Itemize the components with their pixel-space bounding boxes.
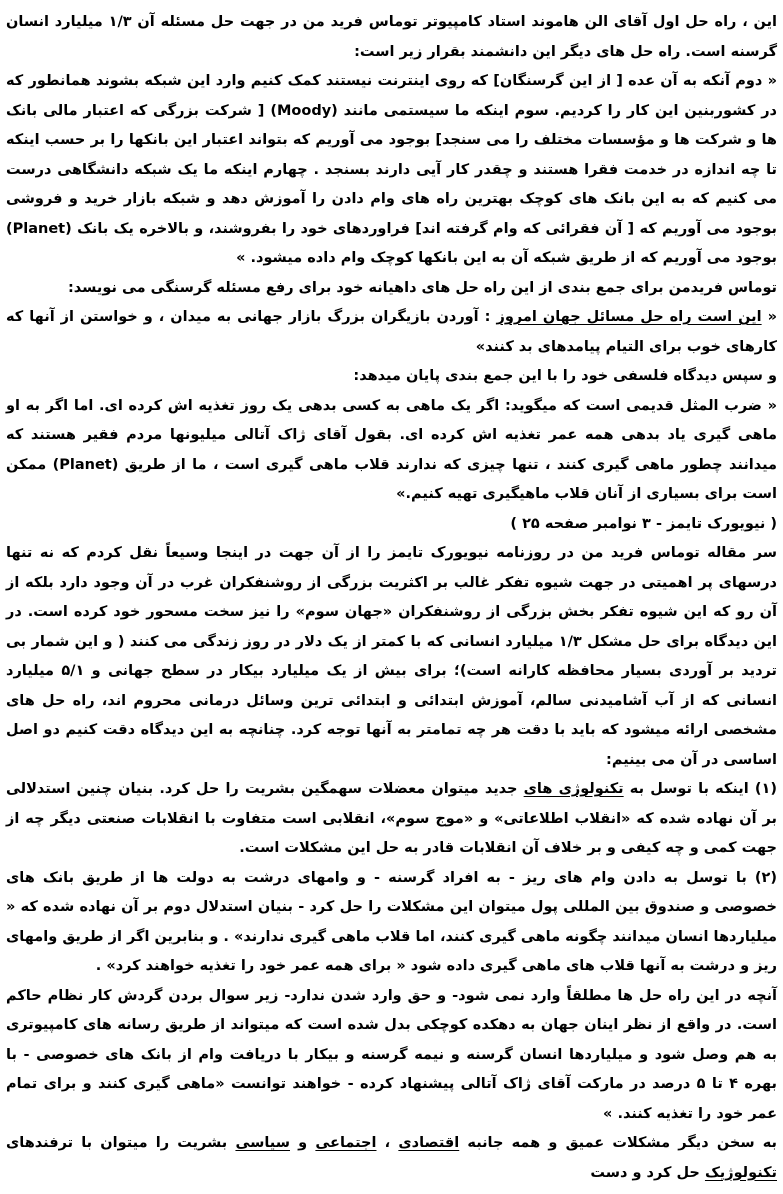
paragraph-principle-1 bbox=[6, 775, 777, 864]
paragraph-intro-solutions bbox=[6, 8, 777, 67]
text-segment: ( نیویورک تایمز - ۳ نوامبر صفحه ۲۵ ) bbox=[510, 515, 777, 532]
paragraph-principle-2 bbox=[6, 864, 777, 982]
paragraph-quote-proverb bbox=[6, 392, 777, 510]
underlined-text: اقتصادی bbox=[398, 1135, 460, 1151]
text-segment: به سخن دیگر مشکلات عمیق و همه جانبه bbox=[459, 1135, 778, 1151]
underlined-text: تکنولوژی های bbox=[523, 781, 624, 797]
text-segment: (۱) اینکه با توسل به bbox=[623, 781, 777, 797]
text-segment: آنچه در این راه حل ها مطلقاً وارد نمی شود- و حق وارد شدن ندارد- زیر سوال بردن گردش کار نظام حاکم است. در واقع از نظر اینان جهان به دهکده کوچکی بدل شده است که میتواند از طریق رسانه های کامپیوتری به هم وصل شود و میلیاردها انسان گرسنه و نیمه گرسنه و بیکار با دریافت وام از بانک های خصوصی - با بهره ۴ تا ۵ درصد در مارکت آقای ژاک آتالی پیشنهاد کرده - خواهند توانست «ماهی گیری کنند و برای تمام عمر خود را تغذیه کنند. » bbox=[6, 987, 777, 1122]
text-segment: (۲) با توسل به دادن وام های ریز - به افراد گرسنه - و وامهای درشت به دولت ها از طریق بانک های خصوصی و صندوق بین المللی پول میتوان این مشکلات را حل کرد - بنیان استدلال دوم بر آن نهاده شده که « میلیاردها انسان میدانند چگونه ماهی گیری کنند، اما قلاب ماهی گیری ندارند» . و بنابرین اگر از طریق وامهای ریز و درشت به آنها قلاب های ماهی گیری داده شود « برای همه عمر خود را تغذیه خواهند کرد» . bbox=[6, 869, 777, 974]
underlined-text: این است راه حل مسائل جهان امروز bbox=[496, 309, 762, 325]
paragraph-quote-solutions bbox=[6, 67, 777, 274]
text-segment: : آوردن بازیگران بزرگ بازار جهانی به میدان ، و خواستن از آنها که کارهای خوب برای التیام پیامدهای بد کنند» bbox=[6, 309, 777, 355]
text-segment: « دوم آنکه به آن عده [ از این گرسنگان] که روی اینترنت نیستند کمک کنیم وارد این شبکه بشوند همانطور که در کشوربنین این کار را کردیم. سوم اینکه ما سیستمی مانند (Moody) [ شرکت بزرگی که اعتبار مالی بانک ها و شرکت ها و مؤسسات مختلف را می سنجد] بوجود می آوریم که بتواند اعتبار این بانکها را بر حسب اینکه تا چه اندازه در خدمت فقرا هستند و چقدر کار آیی دارند بسنجد . چهارم اینکه ما یک شبکه دانشگاهی درست می کنیم که به این بانک های کوچک بهترین راه های وام دادن را آموزش دهد و شبکه بازار خرید و فروشی بوجود می آوریم که [ آن فقرائی که وام گرفته اند] فراوردهای خود را بفروشند، و بالاخره یک بانک (Planet) بوجود می آوریم که از طریق شبکه آن به این بانکها کوچک وام داده میشود. » bbox=[6, 73, 777, 266]
paragraph-philosophy-lead bbox=[6, 362, 777, 392]
text-segment: جدید میتوان معضلات سهمگین بشریت را حل کرد. بنیان چنین استدلالی بر آن نهاده شده که «انقلاب اطلاعاتی» و «موج سوم»، انقلابی است متفاوت با انقلابات صنعتی دیگر چه از جهت کمی و چه کیفی و بر خلاف آن انقلابات قادر به حل این مشکلات است. bbox=[6, 781, 777, 856]
text-segment: توماس فریدمن برای جمع بندی از این راه حل های داهیانه خود برای رفع مسئله گرسنگی می نویسد: bbox=[68, 279, 777, 296]
text-segment: ، bbox=[376, 1135, 399, 1151]
text-segment: این ، راه حل اول آقای الن هاموند استاد کامپیوتر توماس فرید من در جهت حل مسئله آن ۱/۳ میلیارد انسان گرسنه است. راه حل های دیگر این دانشمند بقرار زیر است: bbox=[6, 14, 777, 60]
text-segment: بشریت را میتوان با ترفندهای bbox=[6, 1135, 236, 1151]
paragraph-conclusion bbox=[6, 1129, 777, 1188]
underlined-text: تکنولوژیک bbox=[704, 1164, 777, 1181]
text-segment: حل کرد و دست bbox=[590, 1164, 705, 1181]
text-segment: و سپس دیدگاه فلسفی خود را با این جمع بندی پایان میدهد: bbox=[353, 368, 777, 384]
text-segment: و bbox=[290, 1135, 316, 1151]
paragraph-critique bbox=[6, 982, 777, 1130]
paragraph-friedman-summary-lead bbox=[6, 274, 777, 304]
text-segment: سر مقاله توماس فرید من در روزنامه نیویورک تایمز را از آن جهت در اینجا وسیعاً نقل کردم که نه تنها درسهای پر اهمیتی در جهت شیوه تفکر غالب بر اکثریت بزرگی از روشنفکران غرب در آن وجود دارد بلکه از آن رو که این شیوه تفکر بخش بزرگی از روشنفکران «جهان سوم» را نیز سخت مسحور خود کرده است. در این دیدگاه برای حل مشکل ۱/۳ میلیارد انسانی که با کمتر از یک دلار در روز زندگی می کنند ( و این شمار بی تردید بر آوردی بسیار محافظه کارانه است)؛ برای بیش از یک میلیارد بیکار در سطح جهانی و ۵/۱ میلیارد انسانی که از آب آشامیدنی سالم، آموزش ابتدائی و ابتدائی ترین وسائل درمانی محروم اند، راه حل های مشخصی ارائه میشود که باید با دقت هر چه تمامتر به آنها توجه کرد. چنانچه به این دیدگاه دقت کنیم دو اصل اساسی در آن می بینیم: bbox=[6, 545, 777, 768]
underlined-text: اجتماعی bbox=[315, 1135, 377, 1151]
text-segment: « ضرب المثل قدیمی است که میگوید: اگر یک ماهی به کسی بدهی یک روز تغذیه اش کرده ای. اما اگر به او ماهی گیری یاد بدهی همه عمر تغذیه اش کرده ای. بقول آقای ژاک آتالی میلیونها مردم فقیر هستند که میدانند چطور ماهی گیری کنند ، تنها چیزی که ندارند قلاب ماهی گیری است ، ما از طریق (Planet) ممکن است برای بسیاری از آنان قلاب ماهیگیری تهیه کنیم.» bbox=[6, 397, 778, 502]
underlined-text: سیاسی bbox=[235, 1135, 290, 1151]
text-segment: « bbox=[761, 309, 777, 325]
paragraph-source-citation bbox=[6, 510, 777, 540]
paragraph-commentary bbox=[6, 539, 777, 775]
paragraph-quote-world-problems bbox=[6, 303, 777, 362]
